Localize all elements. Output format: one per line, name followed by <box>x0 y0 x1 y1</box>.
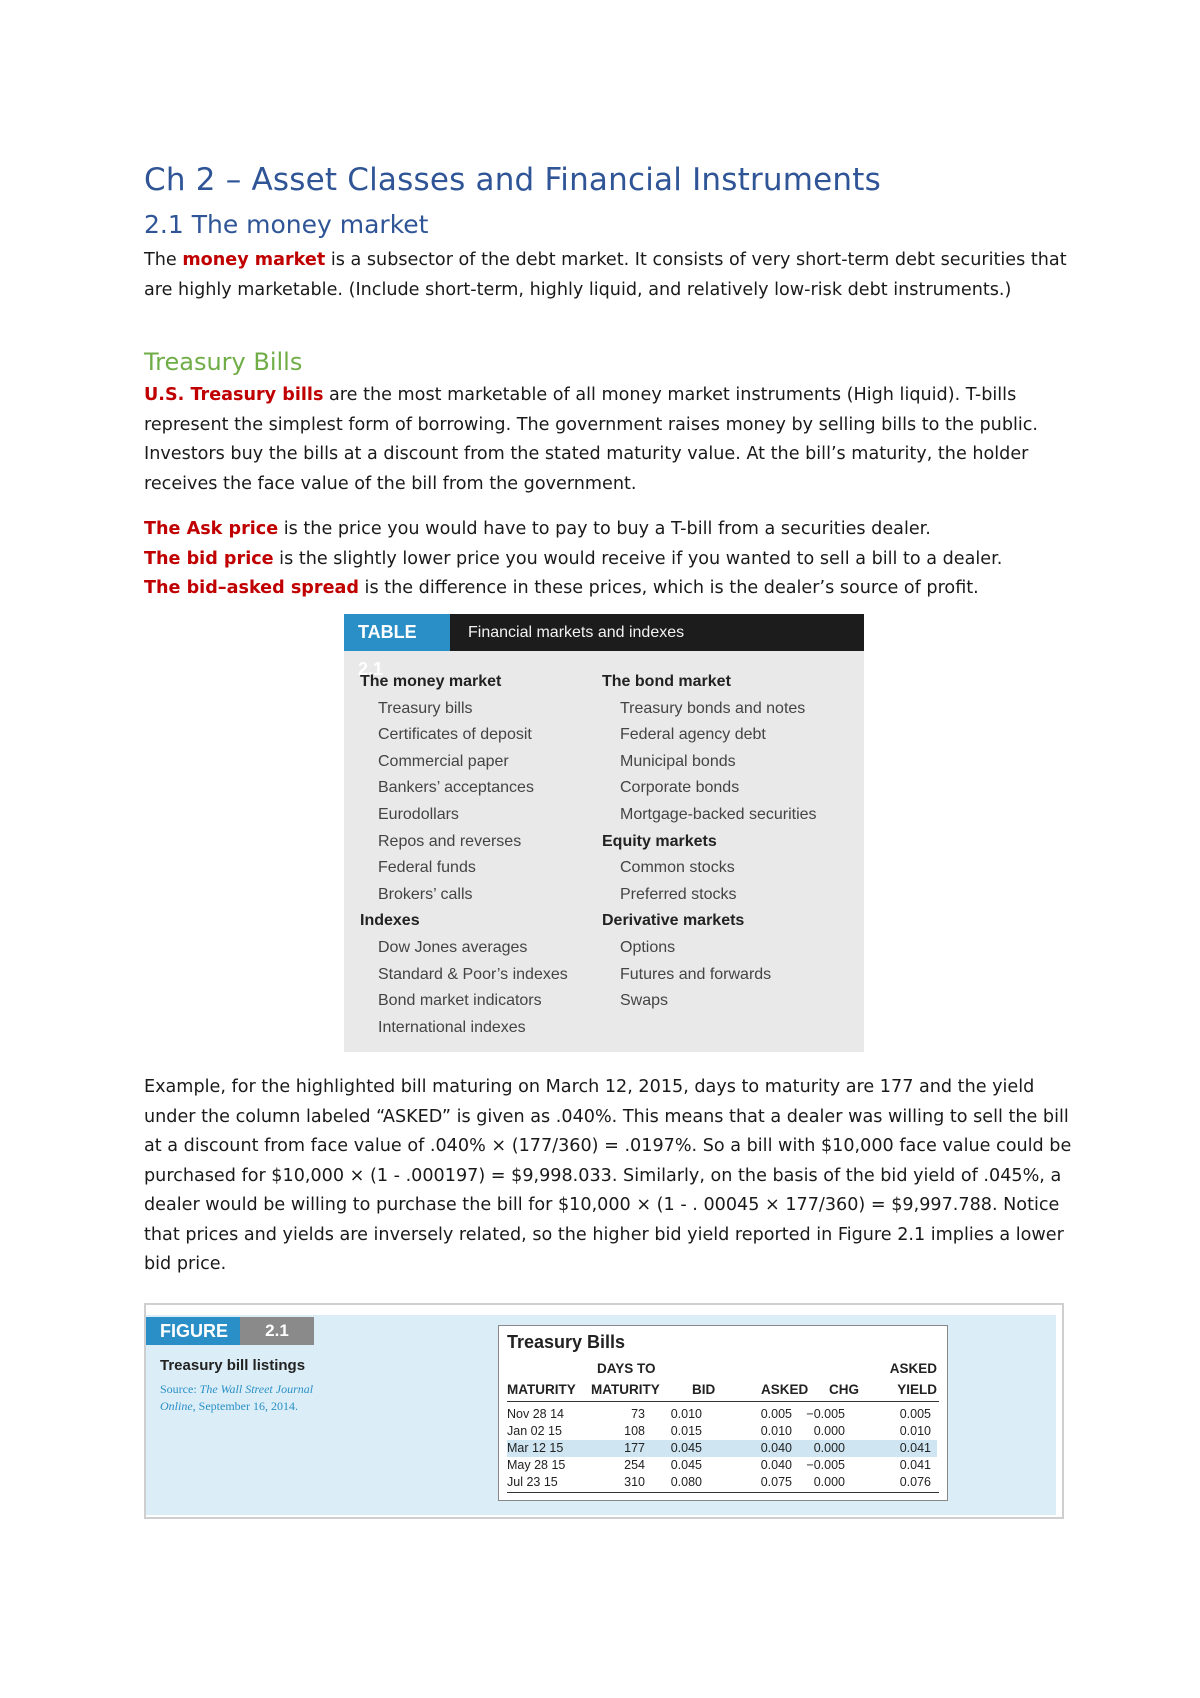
table-item: Swaps <box>620 992 669 1010</box>
money-market-paragraph: The money market is a subsector of the debt market. It consists of very short-term debt securities that are highly marketable. (Include short-term, highly liquid, and relatively low-risk debt instruments.) <box>144 250 1067 300</box>
table-item: Options <box>620 938 676 956</box>
header-asked-top: ASKED <box>889 1361 937 1376</box>
cell-chg: −0.005 <box>806 1407 845 1421</box>
table-category: The money market <box>360 673 502 690</box>
cell-yield: 0.041 <box>899 1458 931 1472</box>
header-chg: CHG <box>829 1382 859 1397</box>
table-header <box>344 614 864 679</box>
cell-days: 177 <box>624 1441 645 1455</box>
table-item: Repos and reverses <box>378 832 522 850</box>
table-item: Certificates of deposit <box>378 726 532 744</box>
cell-days: 310 <box>624 1475 645 1489</box>
cell-maturity: Nov 28 14 <box>507 1407 564 1421</box>
table-item: Brokers’ calls <box>378 885 473 903</box>
cell-chg: 0.000 <box>813 1424 845 1438</box>
cell-bid: 0.080 <box>670 1475 702 1489</box>
definition-bid-price: The bid price is the slightly lower price you would receive if you wanted to sell a bill to a dealer. <box>144 548 1003 569</box>
table-row <box>507 1406 937 1423</box>
table-item: Federal agency debt <box>620 726 766 744</box>
figure-2-1 <box>144 1303 1064 1519</box>
header-asked: ASKED <box>761 1382 809 1397</box>
table-item: Eurodollars <box>378 805 459 823</box>
figure-number: 2.1 <box>240 1317 314 1345</box>
table-row <box>507 1474 937 1491</box>
cell-bid: 0.010 <box>670 1407 702 1421</box>
cell-asked: 0.010 <box>760 1424 792 1438</box>
figure-caption: Treasury bill listings <box>160 1357 306 1374</box>
table-row <box>507 1423 937 1440</box>
table-item: Treasury bills <box>378 699 473 717</box>
table-caption: Financial markets and indexes <box>468 623 685 641</box>
table-tag: TABLE 2.1 <box>344 614 450 651</box>
figure-tag <box>146 1317 314 1345</box>
header-maturity: MATURITY <box>507 1382 576 1397</box>
cell-maturity: May 28 15 <box>507 1458 566 1472</box>
example-paragraph: Example, for the highlighted bill maturing on March 12, 2015, days to maturity are 177 and the yield under the column labeled “ASKED” is given as .040%. This means that a dealer was willing to sell the bill at a discount from face value of .040% × (177/360) = .0197%. So a bill with $10,000 face value could be purchased for $10,000 × (1 - .000197) = $9,998.033. Similarly, on the basis of the bid yield of .045%, a dealer would be willing to purchase the bill for $10,000 × (1 - . 00045 × 177/360) = $9,997.788. Notice that prices and yields are inversely related, so the higher bid yield reported in Figure 2.1 implies a lower bid price. <box>144 1077 1072 1274</box>
cell-asked: 0.005 <box>760 1407 792 1421</box>
definitions-paragraph <box>144 515 1074 604</box>
table-item: Standard & Poor’s indexes <box>378 965 568 983</box>
definition-spread: The bid–asked spread is the difference in these prices, which is the dealer’s source of profit. <box>144 578 979 598</box>
header-bid: BID <box>692 1382 716 1397</box>
table-item: Federal funds <box>378 859 476 877</box>
cell-yield: 0.005 <box>899 1407 931 1421</box>
bottom-rule <box>507 1492 939 1493</box>
table-item: International indexes <box>378 1018 526 1036</box>
figure-label: FIGURE <box>146 1317 240 1345</box>
table-item: Futures and forwards <box>620 965 772 983</box>
table-item: Bond market indicators <box>378 992 542 1010</box>
cell-chg: 0.000 <box>813 1475 845 1489</box>
table-category: Derivative markets <box>602 912 745 930</box>
table-left-column <box>360 669 602 1041</box>
table-item: Municipal bonds <box>620 752 736 770</box>
table-item: Treasury bonds and notes <box>620 699 806 717</box>
chapter-title: Ch 2 – Asset Classes and Financial Instruments <box>144 162 881 198</box>
table-right-column <box>602 669 844 1041</box>
cell-chg: −0.005 <box>806 1458 845 1472</box>
section-heading: 2.1 The money market <box>144 210 429 239</box>
cell-yield: 0.076 <box>899 1475 931 1489</box>
cell-bid: 0.045 <box>670 1458 702 1472</box>
table-item: Dow Jones averages <box>378 938 528 956</box>
table-item: Common stocks <box>620 859 735 877</box>
header-days-to: DAYS TO <box>597 1361 656 1376</box>
table-item: Preferred stocks <box>620 885 737 903</box>
header-rule <box>507 1401 939 1402</box>
cell-days: 108 <box>624 1424 645 1438</box>
cell-days: 254 <box>624 1458 645 1472</box>
subsection-heading: Treasury Bills <box>144 348 303 376</box>
table-category: Indexes <box>360 912 420 930</box>
cell-asked: 0.040 <box>760 1458 792 1472</box>
term-treasury-bills: U.S. Treasury bills <box>144 385 324 405</box>
cell-maturity: Mar 12 15 <box>507 1441 564 1455</box>
treasury-table-title: Treasury Bills <box>507 1332 626 1352</box>
table-item: Commercial paper <box>378 752 509 770</box>
table-row <box>507 1457 937 1474</box>
cell-bid: 0.045 <box>670 1441 702 1455</box>
treasury-bills-paragraph: U.S. Treasury bills are the most marketable of all money market instruments (High liquid). T-bills represent the simplest form of borrowing. The government raises money by selling bills to the public. Investors buy the bills at a discount from the stated maturity value. At the bill’s maturity, the holder receives the face value of the bill from the government. <box>144 385 1039 494</box>
table-category: The bond market <box>602 673 731 690</box>
definition-ask-price: The Ask price is the price you would have to pay to buy a T-bill from a securities dealer. <box>144 519 931 539</box>
cell-yield: 0.010 <box>899 1424 931 1438</box>
table-item: Corporate bonds <box>620 779 740 797</box>
treasury-bills-table <box>498 1325 948 1501</box>
table-row <box>507 1440 937 1457</box>
cell-asked: 0.040 <box>760 1441 792 1455</box>
cell-maturity: Jul 23 15 <box>507 1475 558 1489</box>
table-body <box>344 651 864 1041</box>
figure-source: Source: The Wall Street Journal Online, September 16, 2014. <box>160 1382 314 1413</box>
cell-asked: 0.075 <box>760 1475 792 1489</box>
header-yield: YIELD <box>897 1382 937 1397</box>
cell-maturity: Jan 02 15 <box>507 1424 562 1438</box>
cell-bid: 0.015 <box>670 1424 702 1438</box>
cell-yield: 0.041 <box>899 1441 931 1455</box>
table-category: Equity markets <box>602 832 717 850</box>
header-days-maturity: MATURITY <box>591 1382 660 1397</box>
table-2-1 <box>344 614 864 1052</box>
table-item: Mortgage-backed securities <box>620 805 817 823</box>
cell-days: 73 <box>631 1407 645 1421</box>
table-item: Bankers’ acceptances <box>378 779 534 797</box>
cell-chg: 0.000 <box>813 1441 845 1455</box>
term-money-market: money market <box>182 250 326 270</box>
